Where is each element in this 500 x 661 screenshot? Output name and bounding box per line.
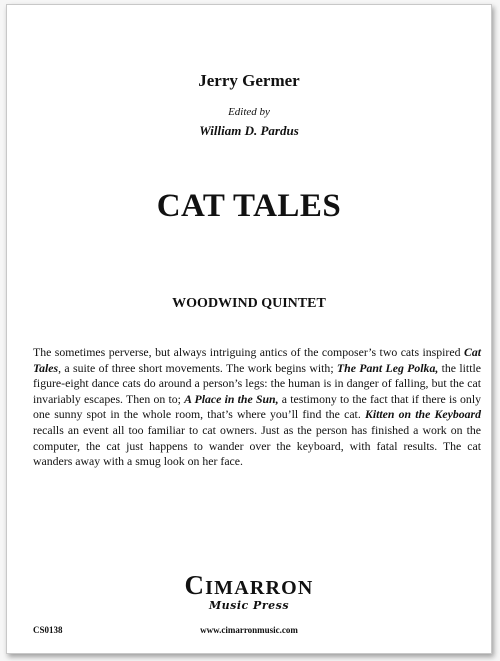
movement-title-3: Kitten on the Keyboard [364, 407, 481, 422]
note-text: The sometimes perverse, but always intriguing antics of the composer’s two cats inspired [33, 345, 464, 359]
publisher-name-rest: IMARRON [205, 577, 314, 599]
publisher-initial: C [184, 570, 206, 600]
editor-name: William D. Pardus [199, 123, 299, 138]
edited-by-label: Edited by [228, 106, 270, 118]
note-text: recalls an event all too familiar to cat owners. Just as the person has finished a work on the computer, the cat just happens to wander over the keyboard, with fatal results. The cat wanders away with a smug look on her face. [33, 422, 481, 469]
work-title: CAT TALES [156, 188, 342, 224]
score-cover-page [6, 4, 492, 654]
note-text: the little figure-eight dance cats do around a person’s legs: the human is in danger of falling, but the cat invariably escapes. Then on to; [33, 360, 481, 406]
catalog-number: CS0138 [33, 625, 63, 635]
movement-title-1: The Pant Leg Polka, [336, 360, 439, 375]
note-text: a testimony to the fact that if there is only one sunny spot in the whole room, that’s where you’ll find the cat. [33, 391, 481, 422]
composer-name: Jerry Germer [198, 71, 300, 90]
publisher-name [7, 570, 491, 600]
ensemble-label: WOODWIND QUINTET [172, 296, 326, 311]
publisher-subtitle: Music Press [208, 599, 290, 612]
work-title-inline: Cat Tales [33, 345, 481, 375]
program-note [33, 345, 481, 470]
publisher-website: www.cimarronmusic.com [200, 625, 298, 635]
publisher-logo [7, 570, 491, 612]
movement-title-2: A Place in the Sun, [184, 391, 279, 406]
note-text: , a suite of three short movements. The work begins with; [58, 360, 337, 375]
